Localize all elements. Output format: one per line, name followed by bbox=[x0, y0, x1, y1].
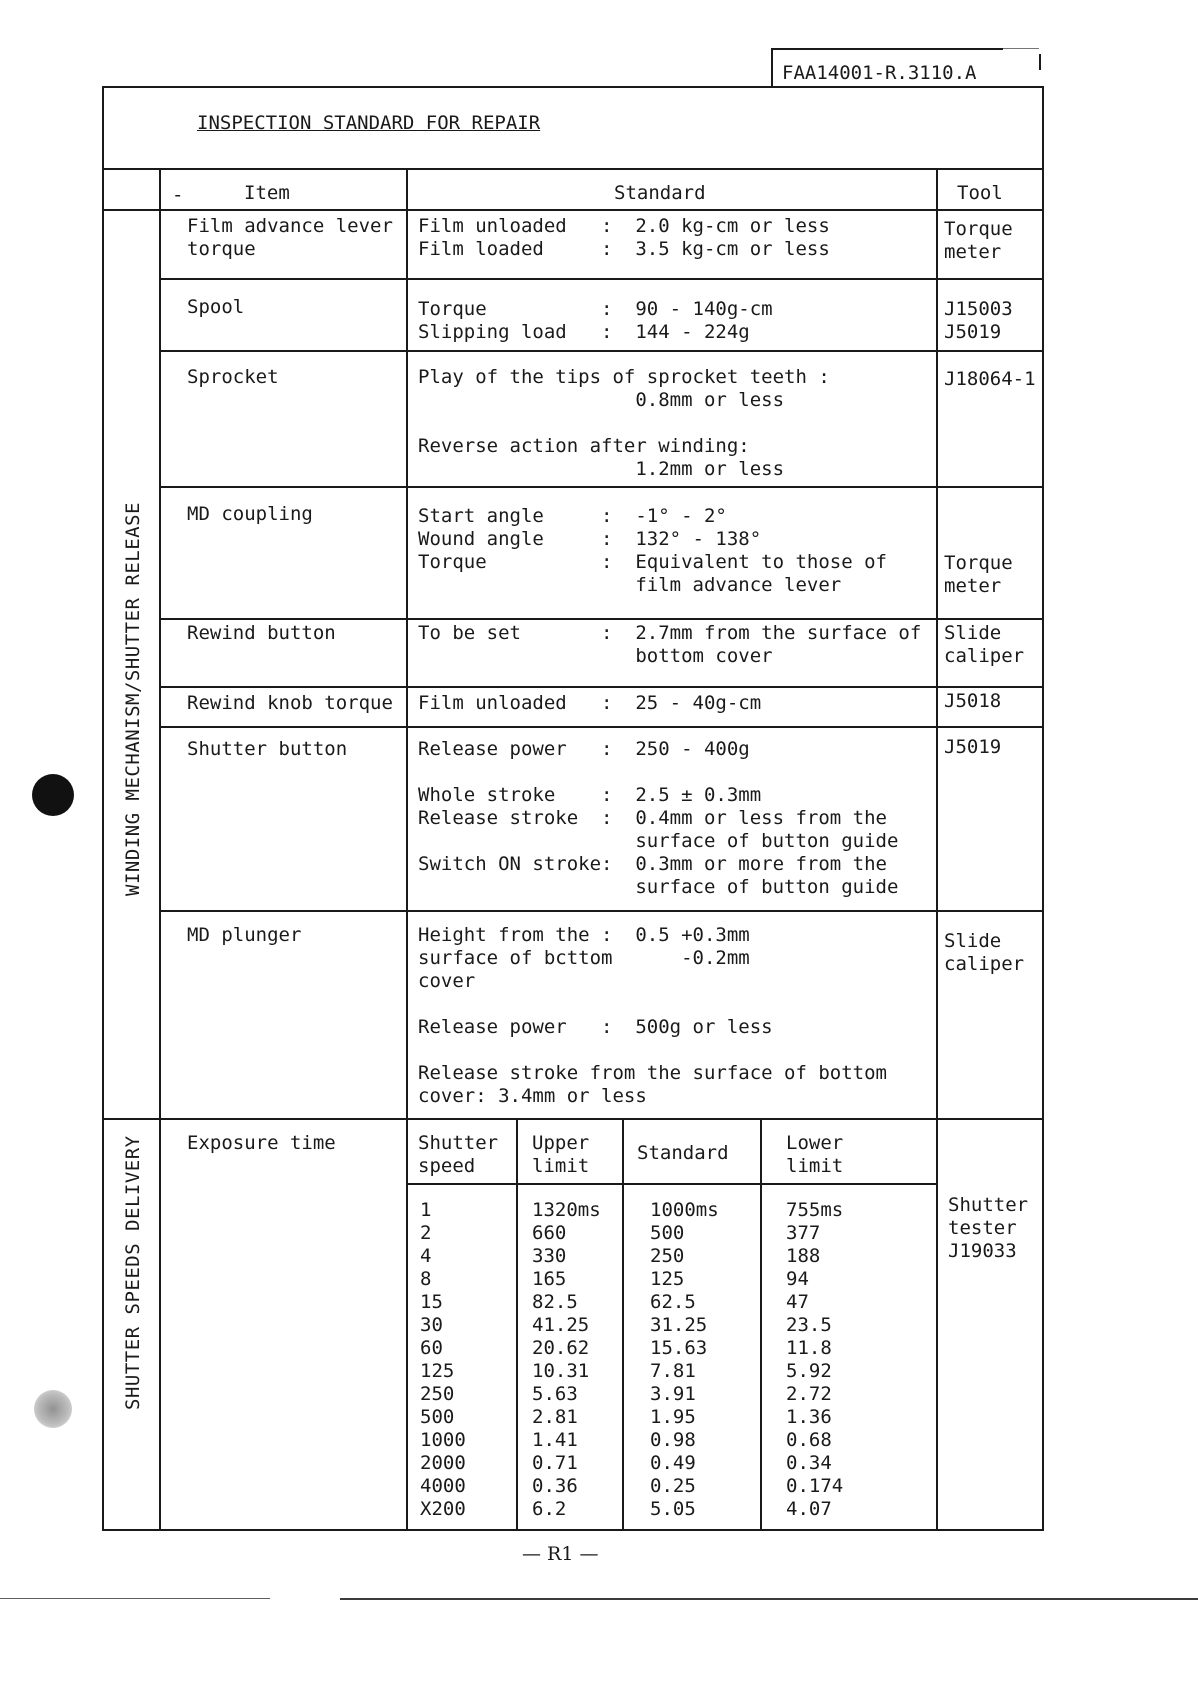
std-rewind-knob: Film unloaded : 25 - 40g-cm bbox=[418, 692, 762, 714]
page-number: — R1 — bbox=[522, 1543, 599, 1565]
item-spool: Spool bbox=[187, 296, 245, 318]
exp-header-standard: Standard bbox=[637, 1142, 729, 1164]
frame-bottom bbox=[102, 1529, 1044, 1531]
header-dash: - bbox=[172, 184, 184, 206]
frame-right bbox=[1042, 86, 1044, 1531]
tool-spool: J15003 J5019 bbox=[944, 298, 1013, 343]
std-shutter-button: Release power : 250 - 400g Whole stroke : 2.5 ± 0.3mm Release stroke : 0.4mm or less from the surface of button guide Switch ON stroke: 0.3mm or more from the surface of button guide bbox=[418, 738, 899, 898]
tool-rewind-button: Slide caliper bbox=[944, 622, 1025, 667]
row-divider-3 bbox=[159, 486, 1044, 488]
binder-hole-mark-faint bbox=[34, 1390, 72, 1428]
row-divider-5 bbox=[159, 686, 1044, 688]
std-md-coupling: Start angle : -1° - 2° Wound angle : 132° - 138° Torque : Equivalent to those of film advance lever bbox=[418, 505, 887, 596]
row-divider-7 bbox=[159, 910, 1044, 912]
exp-col-line-3 bbox=[760, 1119, 762, 1530]
exp-upper: 1320ms 660 330 165 82.5 41.25 20.62 10.31 5.63 2.81 1.41 0.71 0.36 6.2 bbox=[532, 1199, 601, 1520]
item-rewind-button: Rewind button bbox=[187, 622, 336, 644]
section-label-shutter: SHUTTER SPEEDS DELIVERY bbox=[122, 1135, 144, 1410]
tool-film-advance: Torque meter bbox=[944, 218, 1013, 263]
std-sprocket: Play of the tips of sprocket teeth : 0.8mm or less Reverse action after winding: 1.2mm or less bbox=[418, 366, 830, 480]
col-line-section bbox=[159, 168, 161, 1530]
exp-header-lower: Lower limit bbox=[786, 1132, 844, 1177]
exp-col-line-1 bbox=[516, 1119, 518, 1530]
section-divider bbox=[102, 1118, 1044, 1120]
row-divider-6 bbox=[159, 726, 1044, 728]
tool-shutter-button: J5019 bbox=[944, 736, 1002, 758]
title-divider bbox=[102, 168, 1044, 170]
std-film-advance: Film unloaded : 2.0 kg-cm or less Film loaded : 3.5 kg-cm or less bbox=[418, 215, 830, 260]
code-box-top bbox=[771, 48, 1003, 50]
std-spool: Torque : 90 - 140g-cm Slipping load : 144 - 224g bbox=[418, 298, 773, 343]
binder-hole-mark bbox=[32, 774, 74, 816]
item-md-plunger: MD plunger bbox=[187, 924, 302, 946]
code-box-right-tick bbox=[1039, 54, 1041, 70]
row-divider-4 bbox=[159, 618, 1044, 620]
tool-rewind-knob: J5018 bbox=[944, 690, 1002, 712]
exp-standard: 1000ms 500 250 125 62.5 31.25 15.63 7.81 3.91 1.95 0.98 0.49 0.25 5.05 bbox=[650, 1199, 719, 1520]
item-md-coupling: MD coupling bbox=[187, 503, 313, 525]
header-standard: Standard bbox=[614, 182, 706, 204]
tool-md-coupling: Torque meter bbox=[944, 552, 1013, 597]
exp-header-speed: Shutter speed bbox=[418, 1132, 499, 1177]
doc-code: FAA14001-R.3110.A bbox=[782, 62, 977, 84]
exp-lower: 755ms 377 188 94 47 23.5 11.8 5.92 2.72 1.36 0.68 0.34 0.174 4.07 bbox=[786, 1199, 844, 1520]
exp-speeds: 1 2 4 8 15 30 60 125 250 500 1000 2000 4000 X200 bbox=[420, 1199, 466, 1520]
item-exposure-time: Exposure time bbox=[187, 1132, 336, 1154]
exp-tool: Shutter tester J19033 bbox=[948, 1194, 1029, 1262]
footer-rule-right bbox=[340, 1598, 1198, 1600]
tool-md-plunger: Slide caliper bbox=[944, 930, 1025, 975]
std-rewind-button: To be set : 2.7mm from the surface of bottom cover bbox=[418, 622, 922, 667]
item-film-advance: Film advance lever torque bbox=[187, 215, 393, 260]
header-divider bbox=[102, 209, 1044, 211]
section-label-winding: WINDING MECHANISM/SHUTTER RELEASE bbox=[122, 502, 144, 896]
footer-rule-left bbox=[0, 1598, 270, 1599]
item-sprocket: Sprocket bbox=[187, 366, 279, 388]
page-title: INSPECTION STANDARD FOR REPAIR bbox=[197, 112, 541, 134]
header-item: Item bbox=[244, 182, 290, 204]
frame-left bbox=[102, 86, 104, 1531]
std-md-plunger: Height from the : 0.5 +0.3mm surface of bcttom -0.2mm cover Release power : 500g or less Release stroke from the surface of bottom cover: 3.4mm or less bbox=[418, 924, 887, 1107]
col-line-item bbox=[406, 168, 408, 1530]
exp-header-upper: Upper limit bbox=[532, 1132, 590, 1177]
code-box-top-right bbox=[1003, 48, 1039, 49]
frame-top bbox=[102, 86, 1044, 88]
col-line-tool bbox=[936, 168, 938, 1530]
exp-header-divider bbox=[406, 1183, 936, 1185]
row-divider-1 bbox=[159, 278, 1044, 280]
code-box-left bbox=[771, 48, 773, 86]
item-shutter-button: Shutter button bbox=[187, 738, 348, 760]
tool-sprocket: J18064-1 bbox=[944, 368, 1036, 390]
row-divider-2 bbox=[159, 350, 1044, 352]
exp-col-line-2 bbox=[622, 1119, 624, 1530]
header-tool: Tool bbox=[957, 182, 1003, 204]
item-rewind-knob: Rewind knob torque bbox=[187, 692, 393, 714]
